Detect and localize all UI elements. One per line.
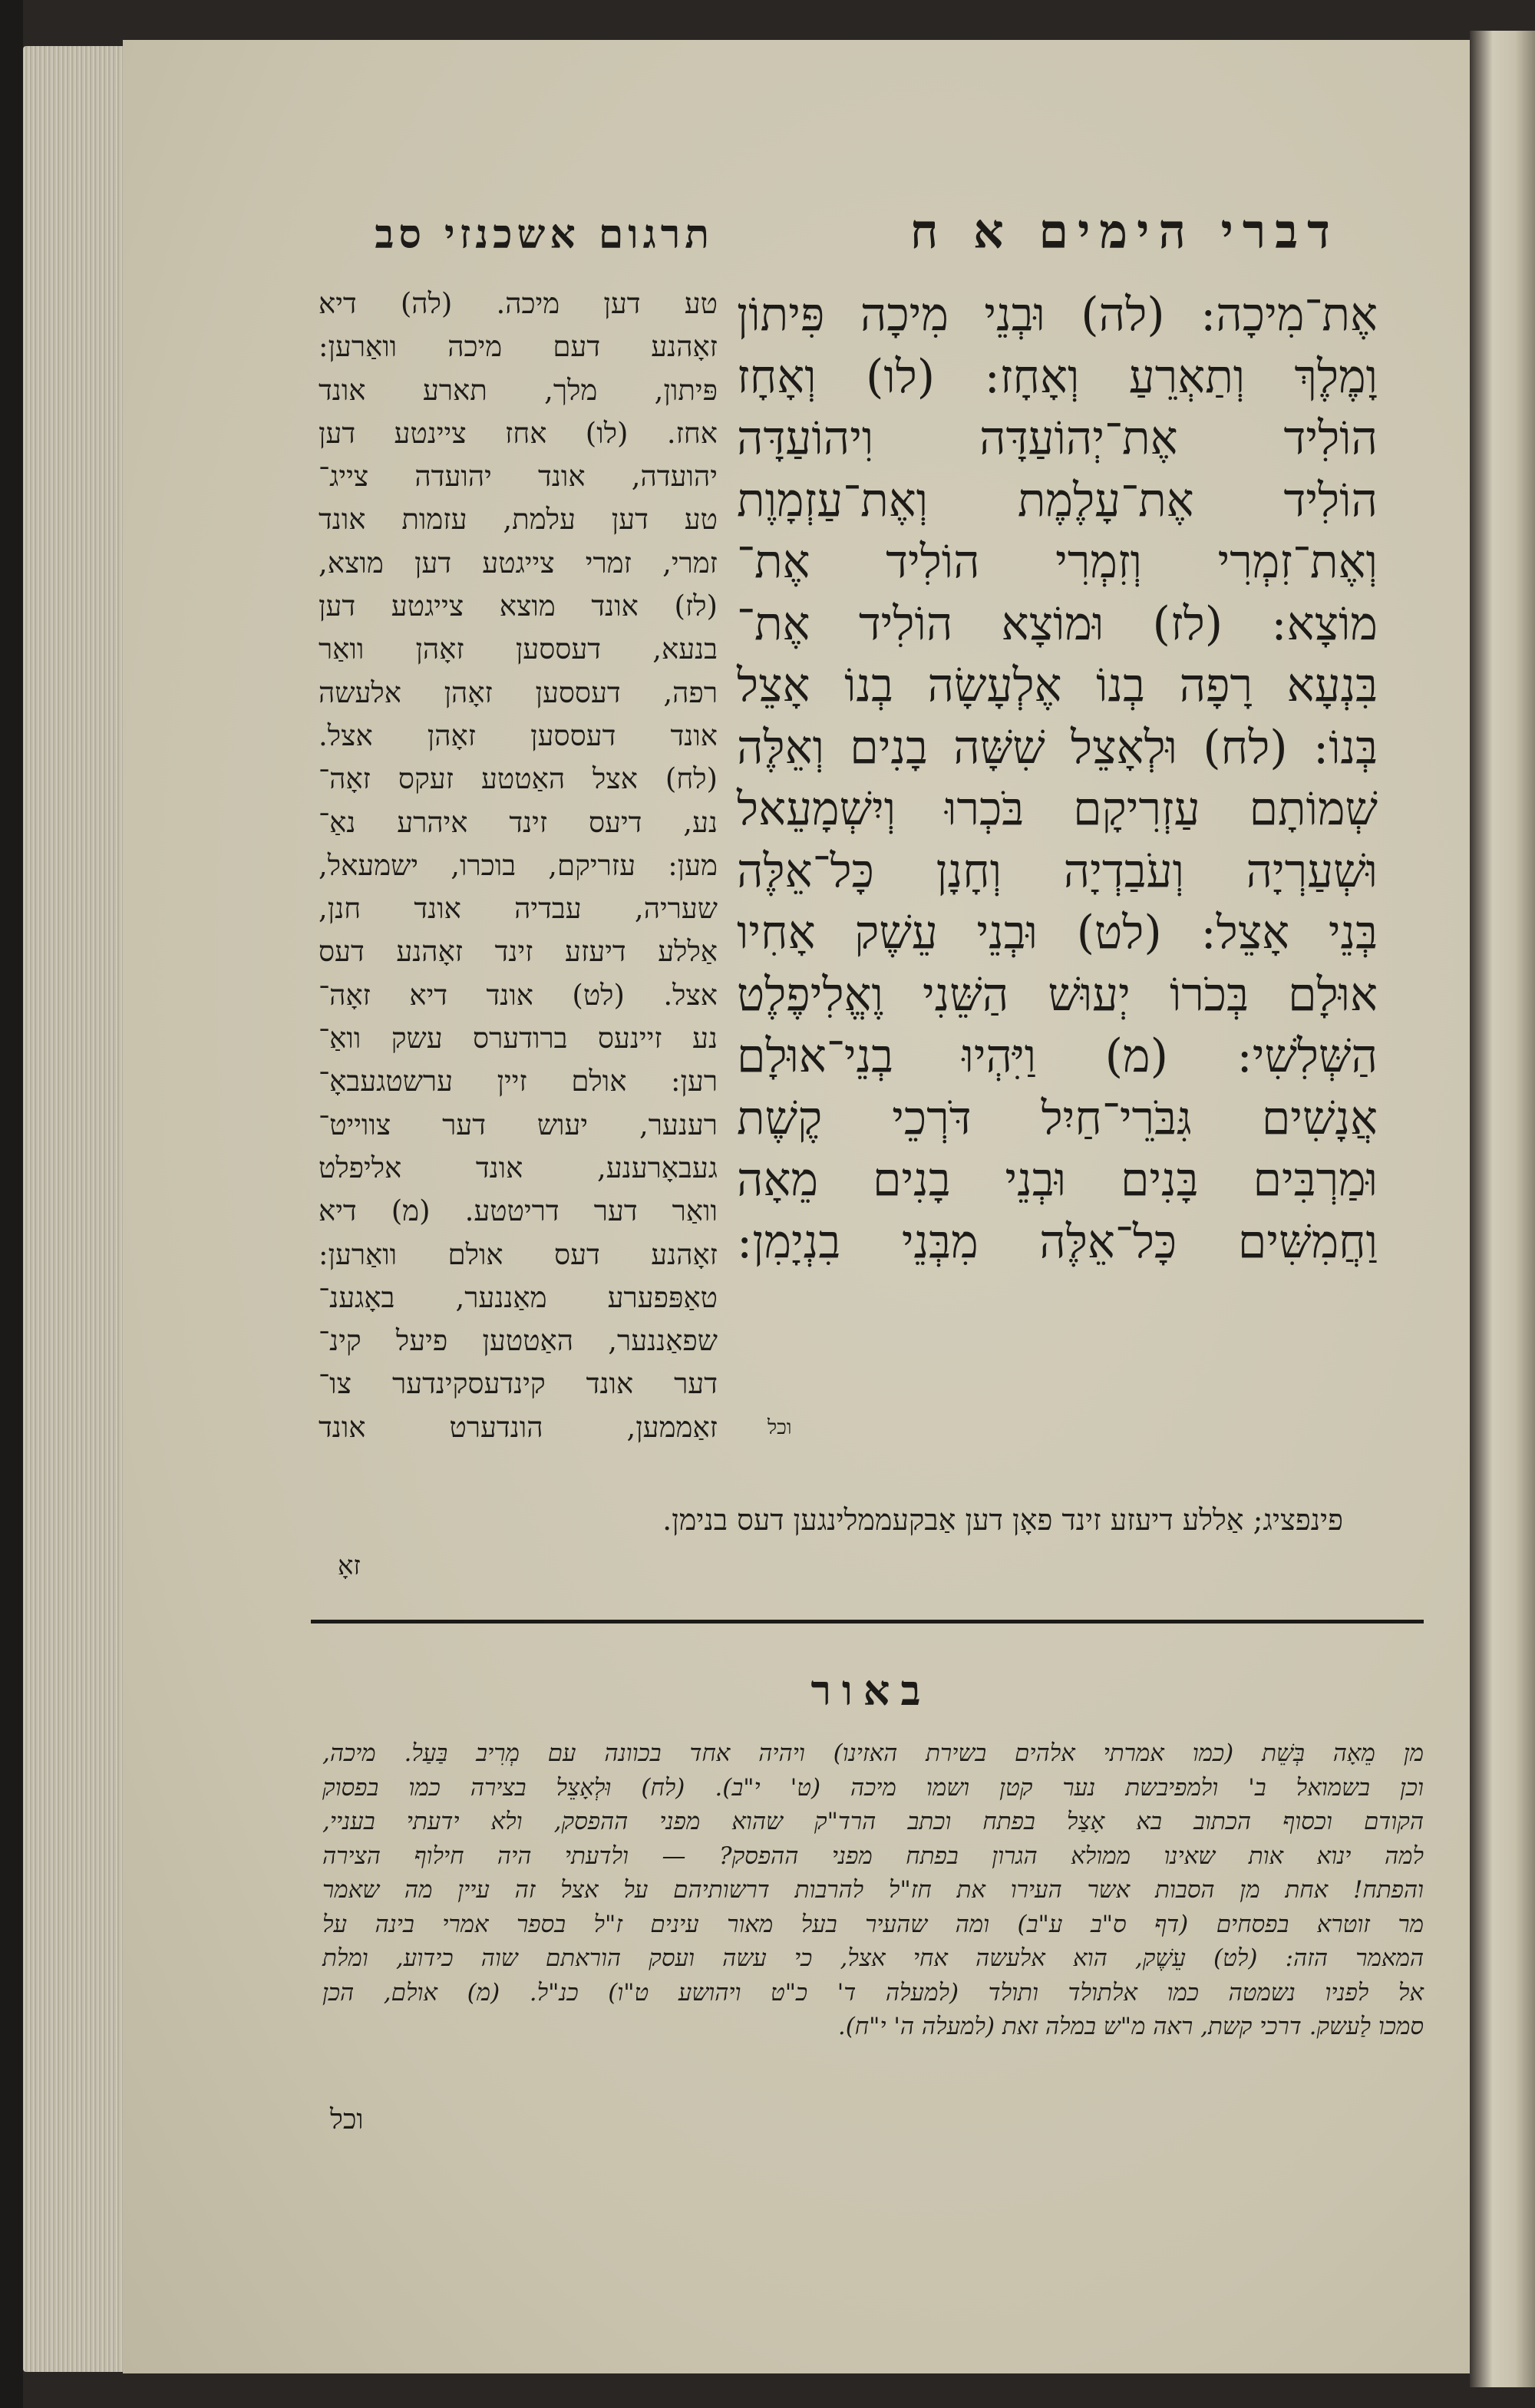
commentary-line: וכן בשמואל ב' ולמפיבשת נער קטן ושמו מיכה (ט' י"ב). (לח) וּלְאָצֵל בצירה כמו בפסוק	[322, 1773, 1424, 1802]
translation-line: שעריה, עבדיה אונד חנן,	[319, 892, 718, 926]
translation-line: אַללע דיעזע זינד זאָהנע דעס	[319, 935, 718, 969]
main-line: בְּנוֹ: (לח) וּלְאָצֵל שִׁשָּׁה בָנִים וְאֵלֶּה	[737, 720, 1378, 775]
main-line: וּשְׁעַרְיָה וְעֹבַדְיָה וְחָנָן כָּל־אֵלֶּה	[737, 844, 1378, 898]
commentary-line: המאמר הזה: (לט) עֵשֶׁק, הוא אלעשה אחי אצל, כי עשה ועסק הוראתם שוה כידוע, ומלת	[322, 1944, 1424, 1972]
commentary-line: והפתח! אחת מן הסבות אשר העירו את חז"ל להרבות דרשותיהם על אצל זה עיין מה שאמר	[322, 1876, 1424, 1904]
translation-line: שפאַננער, האַטטען פיעל קינ־	[319, 1324, 718, 1358]
translation-line: בנעא, דעססען זאָהן וואַר	[319, 633, 718, 666]
commentary-line: למה ינוא אות שאינו ממולא הגרון בפתח מפני ההפסק? — ולדעתי היה חילוף הצירה	[322, 1842, 1424, 1870]
translation-line: רען: אולם זיין ערשטגעבאָ־	[319, 1065, 718, 1098]
translation-line: טע דען עלמת, עזמות אונד	[319, 503, 718, 537]
commentary-catchword: וכל	[330, 2104, 364, 2135]
main-line: בִּנְעָא רָפָה בְנוֹ אֶלְעָשָׂה בְנוֹ אָצֵל	[737, 659, 1378, 712]
main-line: אֶת־מִיכָה: (לה) וּבְנֵי מִיכָה פִּיתוֹן	[737, 288, 1378, 342]
commentary-line: מן מֵאָה בְּשֵׁת (כמו אמרתי אלהים בשירת האזינו) ויהיה אחד בכוונה עם מְרִיב בַּעַל. מיכה,	[322, 1739, 1424, 1767]
translation-line: זאַממען, הונדערט אונד	[319, 1410, 718, 1444]
translation-line: אצל. (לט) אונד דיא זאָה־	[319, 978, 718, 1012]
translation-full-width-line: פינפציג; אַללע דיעזע זינד פאָן דען אַבקעממלינגען דעס בנימן.	[662, 1503, 1343, 1537]
translation-line: טאַפּפערע מאַננער, באָגענ־	[319, 1280, 718, 1314]
commentary-line: מר זוטרא בפסחים (דף ס"ב ע"ב) ומה שהעיר בעל מאור עינים ז"ל בספר אמרי בינה על	[322, 1910, 1424, 1938]
main-hebrew-text	[737, 284, 1378, 1273]
main-line: מוֹצָא: (לז) וּמוֹצָא הוֹלִיד אֶת־	[737, 596, 1378, 651]
running-header-translation: תרגום אשכנזי סב	[375, 211, 714, 258]
translation-line: זאָהנע דעס אולם וואַרען:	[319, 1237, 718, 1271]
book-gutter	[1470, 31, 1535, 2387]
main-line: הוֹלִיד אֶת־יְהוֹעַדָּה וִיהוֹעַדָּה	[737, 411, 1378, 465]
translation-line: רענער, יעוש דער צווייט־	[319, 1108, 718, 1141]
translation-line: זאָהנע דעם מיכה וואַרען:	[319, 330, 718, 364]
main-line: בְּנֵי אָצֵל: (לט) וּבְנֵי עֵשֶׁק אָחִיו	[737, 906, 1378, 960]
translation-line: (לז) אונד מוצא צייגטע דען	[319, 590, 718, 623]
translation-line: אחז. (לו) אחז ציינטע דען	[319, 416, 718, 450]
translation-line: דער אונד קינדעסקינדער צו־	[319, 1367, 718, 1401]
main-catchword: וכל	[768, 1416, 792, 1439]
commentary-block	[322, 1736, 1424, 2044]
commentary-line: הקודם וכסוף הכתוב בא אָצַל בפתח וכתב הרד"ק שהוא מפני ההפסק, ולא ידעתי בעניי,	[322, 1808, 1424, 1835]
translation-line: נע, דיעס זינד איהרע נאַ־	[319, 805, 718, 839]
translation-line: פּיתון, מלך, תארע אונד	[319, 373, 718, 407]
book-page-edges	[23, 46, 123, 2372]
translation-line: נע זיינעס ברודערס עשק וואַ־	[319, 1022, 718, 1055]
main-line: וָמֶלֶךְ וְתַאְרֵעַ וְאָחָז: (לו) וְאָחָז	[737, 349, 1378, 404]
main-line: וְאֶת־זִמְרִי וְזִמְרִי הוֹלִיד אֶת־	[737, 535, 1378, 589]
commentary-line: אל לפניו נשמטה כמו אלתולד ותולד (למעלה ד' כ"ט ויהושע ט"ו) כנ"ל. (מ) אולם, הכן	[322, 1978, 1424, 2007]
running-header-book: דברי הימים א ח	[909, 203, 1339, 259]
main-line: וַחֲמִשִּׁים כָּל־אֵלֶּה מִבְּנֵי בִנְיָמִן:	[737, 1214, 1378, 1269]
translation-column	[319, 282, 718, 1449]
translation-line: מען: עזריקם, בוכרו, ישמעאל,	[319, 848, 718, 882]
translation-line: רפה, דעססען זאָהן אלעשה	[319, 675, 718, 709]
translation-line: (לח) אצל האַטטע זעקס זאָה־	[319, 762, 718, 796]
translation-line: טע דען מיכה. (לה) דיא	[319, 287, 718, 320]
translation-catchword: זאָ	[338, 1551, 361, 1581]
commentary-line: סמכו לַעשק. דרכי קשת, ראה מ"ש במלה זאת (למעלה ה' י"ח).	[837, 2013, 1424, 2040]
section-divider	[311, 1620, 1424, 1624]
main-line: וּמַרְבִּים בָּנִים וּבְנֵי בָנִים מֵאָה	[737, 1153, 1378, 1207]
main-line: הַשְּׁלִשִׁי: (מ) וַיִּהְיוּ בְנֵי־אוּלָם	[737, 1029, 1378, 1083]
translation-line: געבאָרענע, אונד אליפלט	[319, 1151, 718, 1184]
main-line: שְׁמוֹתָם עַזְרִיקָם בֹּכְרוּ וְיִשְׁמָעֵאל	[737, 782, 1378, 836]
main-line: אֲנָשִׁים גִּבֹּרֵי־חַיִל דֹּרְכֵי קֶשֶׁת	[737, 1091, 1378, 1145]
translation-line: וואַר דער דריטטע. (מ) דיא	[319, 1194, 718, 1228]
translation-line: אונד דעססען זאָהן אצל.	[319, 718, 718, 752]
commentary-title: באור	[810, 1666, 932, 1715]
background-dark	[0, 0, 23, 2408]
translation-line: זמרי, זמרי צייגטע דען מוצא,	[319, 546, 718, 580]
translation-line: יהועדה, אונד יהועדה צייג־	[319, 460, 718, 494]
main-line: הוֹלִיד אֶת־עָלֶמֶת וְאֶת־עַזְמָוֶת	[737, 473, 1378, 527]
main-line: אוּלָם בְּכֹרוֹ יְעוּשׁ הַשֵּׁנִי וֶאֱלִיפֶלֶט	[737, 967, 1378, 1022]
